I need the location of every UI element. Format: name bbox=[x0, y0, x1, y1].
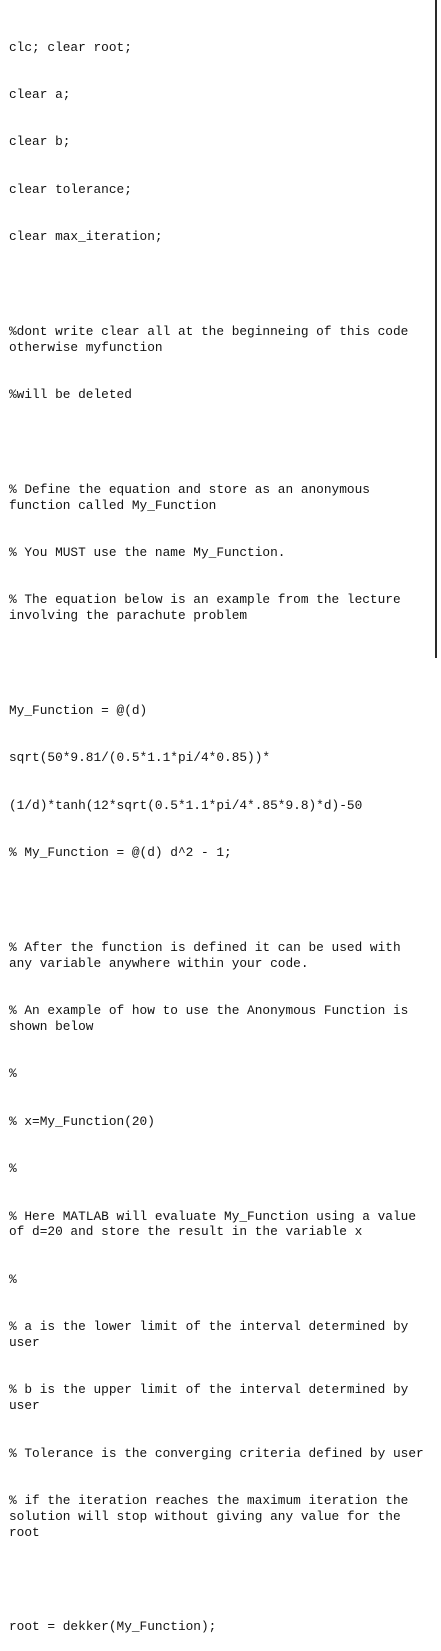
code-line-clear-max-iteration: clear max_iteration; bbox=[9, 229, 163, 245]
comment-separator: % bbox=[9, 1271, 17, 1287]
code-line-clear-root: clc; clear root; bbox=[9, 39, 132, 55]
code-line-function-body-1: sqrt(50*9.81/(0.5*1.1*pi/4*0.85))* bbox=[9, 750, 271, 766]
blank-line bbox=[9, 1572, 429, 1588]
code-line-clear-b: clear b; bbox=[9, 134, 71, 150]
blank-line bbox=[9, 656, 429, 672]
comment-upper-limit: % b is the upper limit of the interval determined by user bbox=[9, 1382, 417, 1414]
comment-dont-clear-all: %dont write clear all at the beginneing of this code otherwise myfunction bbox=[9, 323, 417, 355]
comment-separator: % bbox=[9, 1066, 17, 1082]
comment-must-use-name: % You MUST use the name My_Function. bbox=[9, 545, 286, 561]
blank-line bbox=[9, 277, 429, 293]
comment-max-iteration: % if the iteration reaches the maximum iteration the solution will stop without giving any value for the root bbox=[9, 1492, 417, 1540]
comment-example-call: % x=My_Function(20) bbox=[9, 1113, 155, 1129]
editor-divider bbox=[435, 0, 437, 658]
comment-will-be-deleted: %will be deleted bbox=[9, 387, 132, 403]
comment-define-equation: % Define the equation and store as an anonymous function called My_Function bbox=[9, 481, 378, 513]
blank-line bbox=[9, 435, 429, 451]
code-line-clear-tolerance: clear tolerance; bbox=[9, 181, 132, 197]
code-line-function-body-2: (1/d)*tanh(12*sqrt(0.5*1.1*pi/4*.85*9.8)*d)-50 bbox=[9, 797, 363, 813]
comment-lower-limit: % a is the lower limit of the interval determined by user bbox=[9, 1319, 417, 1350]
comment-usage-example: % An example of how to use the Anonymous Function is shown below bbox=[9, 1003, 417, 1034]
blank-line bbox=[9, 893, 429, 909]
code-line-clear-a: clear a; bbox=[9, 86, 71, 102]
comment-separator: % bbox=[9, 1161, 17, 1177]
comment-example-equation: % The equation below is an example from the lecture involving the parachute problem bbox=[9, 592, 409, 624]
code-line-function-definition: My_Function = @(d) bbox=[9, 703, 148, 719]
comment-tolerance: % Tolerance is the converging criteria defined by user bbox=[9, 1445, 424, 1461]
comment-alt-function: % My_Function = @(d) d^2 - 1; bbox=[9, 845, 232, 861]
code-line-dekker-call: root = dekker(My_Function); bbox=[9, 1619, 217, 1635]
comment-evaluation-note: % Here MATLAB will evaluate My_Function using a value of d=20 and store the result in the variable x bbox=[9, 1208, 424, 1240]
comment-function-usage: % After the function is defined it can be used with any variable anywhere within your code. bbox=[9, 940, 409, 971]
